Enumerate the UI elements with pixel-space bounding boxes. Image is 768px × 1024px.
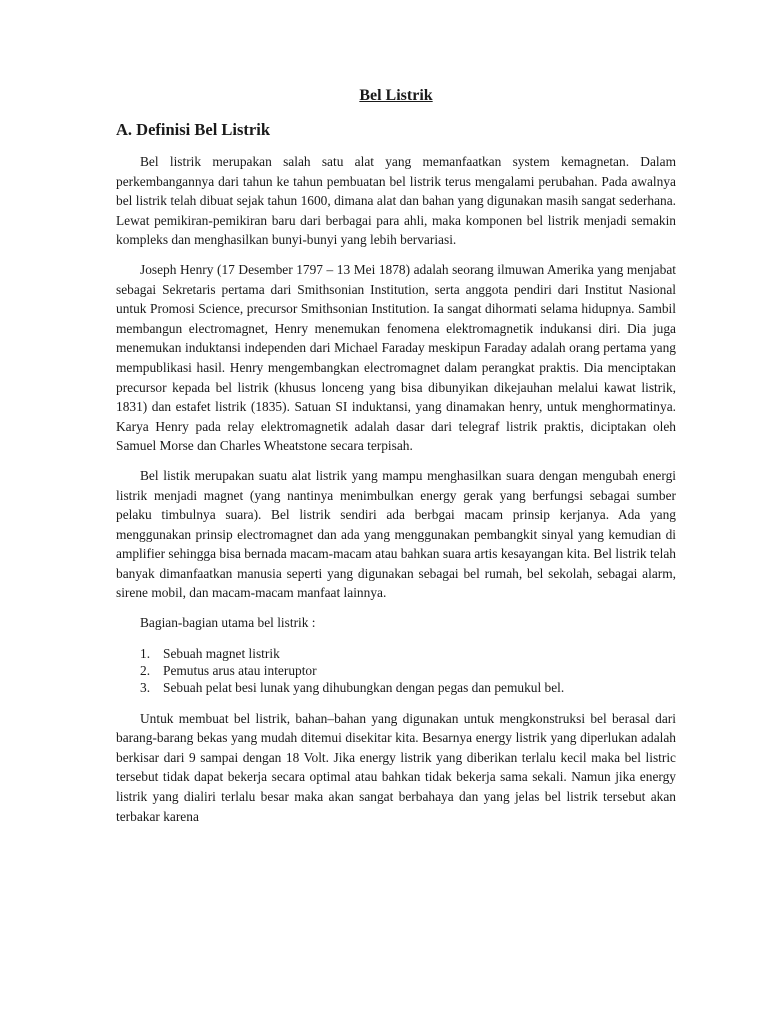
list-intro: Bagian-bagian utama bel listrik : [140, 615, 316, 631]
list-item-number: 3. [140, 679, 151, 695]
list-item [140, 662, 676, 679]
document-title: Bel Listrik [359, 87, 433, 104]
list-item-number: 1. [140, 645, 151, 661]
parts-list [116, 645, 676, 696]
paragraph-construction: Untuk membuat bel listrik, bahan–bahan yang digunakan untuk mengkonstruksi bel berasal dari barang-barang bekas yang mudah ditemui disekitar kita. Besarnya energy listrik yang diperlukan adalah berkisar dari 9 sampai dengan 18 Volt. Jika energy listrik yang diberikan terlalu kecil maka bel listric tersebut tidak dapat bekerja secara optimal atau bahkan tidak bekerja sama sekali. Namun jika energy listrik yang dialiri terlalu besar maka akan sangat berbahaya dan yang jelas bel listrik tersebut akan terbakar karena [116, 710, 676, 824]
list-item-text: Pemutus arus atau interuptor [163, 662, 317, 678]
paragraph-intro: Bel listrik merupakan salah satu alat yang memanfaatkan system kemagnetan. Dalam perkembangannya dari tahun ke tahun pembuatan bel listrik terus mengalami perubahan. Pada awalnya bel listrik telah dibuat sejak tahun 1600, dimana alat dan bahan yang digunakan masih sangat sederhana. Lewat pemikiran-pemikiran baru dari berbagai para ahli, maka komponen bel listrik menjadi semakin kompleks dan menghasilkan bunyi-bunyi yang lebih bervariasi. [116, 154, 676, 248]
paragraph-joseph-henry: Joseph Henry (17 Desember 1797 – 13 Mei 1878) adalah seorang ilmuwan Amerika yang menjabat sebagai Sekretaris pertama dari Smithsonian Institution, serta anggota pendiri dari Institut Nasional untuk Promosi Science, precursor Smithsonian Institution. Ia sangat dihormati selama hidupnya. Sambil membangun electromagnet, Henry menemukan fenomena elektromagnetik indukansi diri. Dia juga menemukan induktansi independen dari Michael Faraday meskipun Faraday adalah orang pertama yang mempublikasi hasil. Henry mengembangkan electromagnet dalam perangkat praktis. Dia menciptakan precursor kepada bel listrik (khusus lonceng yang bisa dibunyikan dikejauhan melalui kawat listrik, 1831) dan estafet listrik (1835). Satuan SI induktansi, yang dinamakan henry, untuk menghormatinya. Karya Henry pada relay elektromagnetik adalah dasar dari telegraf listrik praktis, diciptakan oleh Samuel Morse dan Charles Wheatstone secara terpisah. [116, 261, 676, 454]
list-item [140, 679, 676, 696]
list-item-text: Sebuah pelat besi lunak yang dihubungkan dengan pegas dan pemukul bel. [163, 679, 565, 695]
section-heading: A. Definisi Bel Listrik [116, 120, 271, 139]
list-item-text: Sebuah magnet listrik [163, 645, 280, 661]
list-item-number: 2. [140, 662, 151, 678]
paragraph-bel-listrik-function: Bel listik merupakan suatu alat listrik yang mampu menghasilkan suara dengan mengubah energi listrik menjadi magnet (yang nantinya menimbulkan energy gerak yang berfungsi sebagai sumber pelaku timbulnya suara). Bel listrik sendiri ada berbgai macam prinsip kerjanya. Ada yang menggunakan prinsip electromagnet dan ada yang menggunakan pembangkit sinyal yang kemudian di amplifier sehingga bisa bernada macam-macam atau bahkan suara artis kesayangan kita. Bel listrik telah banyak dimanfaatkan manusia seperti yang digunakan sebagai bel rumah, bel sekolah, sebagai alarm, sirene mobil, dan macam-macam manfaat lainnya. [116, 467, 676, 601]
list-item [140, 645, 676, 662]
